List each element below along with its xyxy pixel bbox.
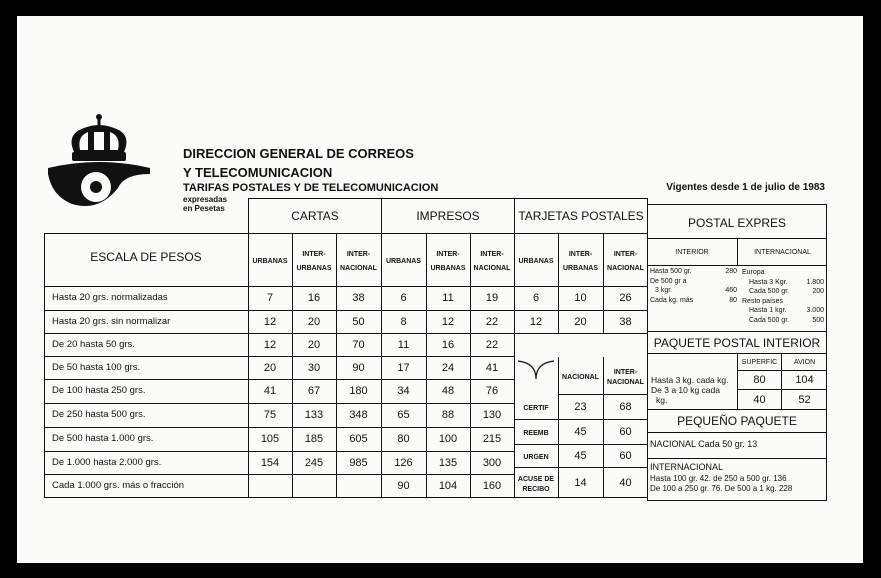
rate-cell: 38	[619, 315, 632, 328]
pe-ext-label: Europa	[742, 269, 765, 276]
derechos-col-nacional: NACIONAL	[562, 374, 599, 381]
escala-title: ESCALA DE PESOS	[90, 250, 202, 264]
rate-cell: 11	[442, 292, 454, 304]
derechos-inter-cell: 60	[619, 425, 632, 438]
rate-cell: 11	[397, 338, 410, 351]
pe-ext-value: 3.000	[806, 307, 824, 315]
rate-cell: 20	[574, 315, 587, 328]
rate-cell: 75	[263, 409, 277, 421]
rate-cell: 130	[482, 409, 502, 421]
pe-int-label: Hasta 500 gr.	[650, 268, 692, 275]
subheader-line1: INTER-	[346, 251, 371, 258]
pe-ext-label: Cada 500 gr.	[749, 317, 790, 324]
pequeno-int-line1: Hasta 100 gr. 42. de 250 a 500 gr. 136	[650, 474, 787, 483]
rate-cell: 80	[397, 433, 410, 445]
row-weight-label: Cada 1.000 grs. más o fracción	[52, 480, 185, 491]
pe-ext-label: Cada 500 gr.	[749, 288, 790, 296]
pequeno-nacional: NACIONAL Cada 50 gr. 13	[650, 439, 758, 449]
row-weight-label: Hasta 20 grs. sin normalizar	[52, 315, 171, 327]
rate-cell: 38	[352, 292, 365, 304]
derechos-col-inter2: NACIONAL	[607, 379, 644, 386]
row-weight-label: De 500 hasta 1.000 grs.	[52, 433, 154, 444]
rate-cell: 245	[304, 456, 324, 469]
derechos-row-label1: ACUSE DE	[517, 475, 555, 483]
rate-cell: 41	[485, 361, 499, 374]
rate-cell: 10	[574, 292, 587, 304]
derechos-nacional-cell: 14	[574, 476, 587, 489]
subheader-line2: URBANAS	[296, 265, 332, 272]
rate-cell: 12	[263, 338, 277, 351]
rate-cell: 105	[260, 433, 280, 445]
rate-cell: 22	[485, 315, 499, 328]
currency-note-line2: en Pesetas	[183, 204, 225, 213]
header-currency-note	[183, 195, 227, 213]
subheader-line2: URBANAS	[563, 265, 598, 272]
row-weight-label: De 250 hasta 500 grs.	[52, 409, 146, 420]
derechos-row-label: URGEN	[523, 453, 549, 461]
grid-line	[514, 333, 648, 334]
rate-cell: 20	[307, 338, 321, 351]
currency-note-line1: expresadas	[183, 195, 228, 204]
rate-cell: 12	[529, 315, 543, 328]
derechos-col-inter1: INTER-	[613, 369, 638, 376]
rate-cell: 12	[263, 315, 277, 328]
header-title-line2: Y TELECOMUNICACION	[183, 165, 333, 180]
pe-internacional-label: INTERNACIONAL	[754, 249, 811, 256]
paquete-interior-title: PAQUETE POSTAL INTERIOR	[653, 336, 821, 350]
subheader-line1: INTER-	[568, 251, 593, 258]
pe-ext-label: Resto países	[742, 297, 783, 305]
subheader-line1: INTER-	[436, 251, 460, 258]
pe-ext-label: Hasta 3 Kgr.	[749, 278, 788, 286]
header-subtitle: TARIFAS POSTALES Y DE TELECOMUNICACION	[183, 182, 439, 194]
rate-cell: 160	[482, 480, 502, 492]
derechos-nacional-cell: 45	[574, 449, 587, 462]
col-superfic: SUPERFIC	[741, 359, 778, 366]
rate-cell: 88	[441, 409, 455, 421]
subheader-line1: INTER-	[613, 251, 638, 258]
cartas-title: CARTAS	[291, 209, 339, 223]
pe-int-label: Cada kg. más	[650, 296, 694, 304]
rate-cell: 17	[397, 361, 410, 374]
rate-cell: 90	[397, 480, 410, 492]
row-weight-label: De 100 hasta 250 grs.	[52, 385, 146, 396]
derechos-row-label2: RECIBO	[522, 485, 550, 493]
pequeno-int-line2: De 100 a 250 gr. 76. De 500 a 1 kg. 228	[650, 484, 793, 493]
rate-cell: 16	[441, 338, 455, 351]
pe-ext-value: 500	[812, 317, 824, 324]
rate-cell: 20	[307, 315, 321, 328]
pe-ext-label: Hasta 1 kgr.	[749, 307, 787, 315]
rate-cell: 12	[441, 315, 455, 328]
rate-cell: 126	[394, 456, 413, 469]
derechos-bracket-icon	[514, 357, 558, 387]
rate-cell: 100	[438, 433, 458, 445]
subheader-line1: INTER-	[302, 251, 326, 258]
pe-interior-label: INTERIOR	[675, 249, 709, 256]
grid-line	[44, 310, 648, 311]
rate-cell: 76	[485, 385, 499, 397]
pe-ext-value: 200	[812, 288, 824, 296]
rate-cell: 70	[352, 338, 365, 351]
row-weight-label: Hasta 20 grs. normalizadas	[52, 292, 168, 303]
derechos-nacional-cell: 23	[574, 400, 587, 413]
grid-line	[514, 467, 648, 468]
derechos-inter-cell: 68	[619, 400, 632, 413]
subheader-urbanas: URBANAS	[518, 258, 554, 265]
row-weight-label: De 20 hasta 50 grs.	[52, 338, 135, 350]
rate-cell: 67	[307, 385, 321, 397]
rate-cell: 26	[619, 292, 632, 304]
subheader-line1: INTER-	[480, 251, 504, 258]
derechos-inter-cell: 60	[619, 449, 632, 462]
pe-int-label: De 500 gr a	[650, 277, 687, 285]
paquete-r1-avion: 104	[795, 374, 814, 386]
paquete-row3-label: kg.	[656, 395, 668, 405]
derechos-inter-cell: 40	[619, 476, 632, 489]
rate-cell: 185	[304, 433, 324, 445]
rate-cell: 6	[532, 292, 540, 304]
rate-cell: 19	[485, 292, 499, 304]
row-weight-label: De 50 hasta 100 grs.	[52, 361, 141, 373]
subheader-line2: NACIONAL	[607, 265, 644, 272]
rate-cell: 30	[307, 361, 321, 374]
rate-cell: 605	[349, 433, 368, 445]
pe-int-value: 280	[725, 268, 737, 275]
rate-cell: 7	[266, 292, 274, 304]
rate-cell: 34	[397, 385, 410, 397]
subheader-urbanas: URBANAS	[252, 258, 288, 265]
rate-cell: 135	[438, 456, 458, 469]
impresos-title: IMPRESOS	[416, 209, 480, 223]
subheader-line2: NACIONAL	[473, 265, 511, 272]
derechos-row-label: CERTIF	[523, 404, 549, 412]
pe-int-value: 80	[729, 296, 737, 304]
paquete-r1-superfic: 80	[753, 374, 766, 386]
rate-cell: 16	[307, 292, 321, 304]
subheader-urbanas: URBANAS	[386, 258, 421, 265]
pe-int-value: 460	[725, 287, 737, 294]
rate-cell: 20	[263, 361, 277, 374]
rate-cell: 104	[438, 480, 458, 492]
grid-line	[514, 419, 648, 420]
rate-cell: 180	[349, 385, 368, 397]
rate-cell: 65	[397, 409, 410, 421]
paquete-r2-avion: 52	[798, 394, 811, 406]
correos-crown-horn-logo	[44, 112, 154, 217]
valid-from-date: Vigentes desde 1 de julio de 1983	[666, 182, 825, 193]
pequeno-internacional: INTERNACIONAL	[650, 462, 724, 472]
pe-ext-value: 1.800	[806, 278, 824, 286]
rate-cell: 24	[441, 361, 455, 374]
paquete-row1-label: Hasta 3 kg. cada kg.	[651, 375, 729, 385]
grid-line	[514, 444, 648, 445]
rate-cell: 50	[352, 315, 365, 328]
derechos-row-label: REEMB	[523, 429, 549, 437]
rate-cell: 300	[482, 456, 502, 469]
paquete-row2-label: De 3 a 10 kg cada	[651, 385, 720, 395]
rate-cell: 90	[352, 361, 365, 374]
subheader-line2: NACIONAL	[340, 265, 377, 272]
rate-cell: 22	[485, 338, 499, 351]
pe-int-label: 3 kgr.	[655, 287, 673, 294]
rate-cell: 8	[400, 315, 407, 328]
pequeno-paquete-title: PEQUEÑO PAQUETE	[677, 414, 797, 428]
subheader-line2: URBANAS	[430, 265, 466, 272]
grid-line	[558, 394, 648, 395]
rate-cell: 154	[260, 456, 280, 469]
header-title-line1: DIRECCION GENERAL DE CORREOS	[183, 146, 414, 161]
rate-cell: 6	[400, 292, 407, 304]
rate-cell: 348	[349, 409, 368, 421]
paquete-r2-superfic: 40	[753, 394, 766, 406]
grid-line	[44, 286, 648, 287]
rate-cell: 48	[441, 385, 455, 397]
row-weight-label: De 1.000 hasta 2.000 grs.	[52, 456, 162, 468]
col-avion: AVION	[793, 359, 816, 366]
postal-expres-title: POSTAL EXPRES	[687, 216, 787, 230]
rate-cell: 985	[349, 456, 368, 469]
rate-cell: 215	[482, 433, 502, 445]
rate-cell: 41	[263, 385, 277, 397]
rate-cell: 133	[304, 409, 324, 421]
tarjetas-title: TARJETAS POSTALES	[518, 209, 644, 223]
derechos-nacional-cell: 45	[574, 425, 587, 438]
